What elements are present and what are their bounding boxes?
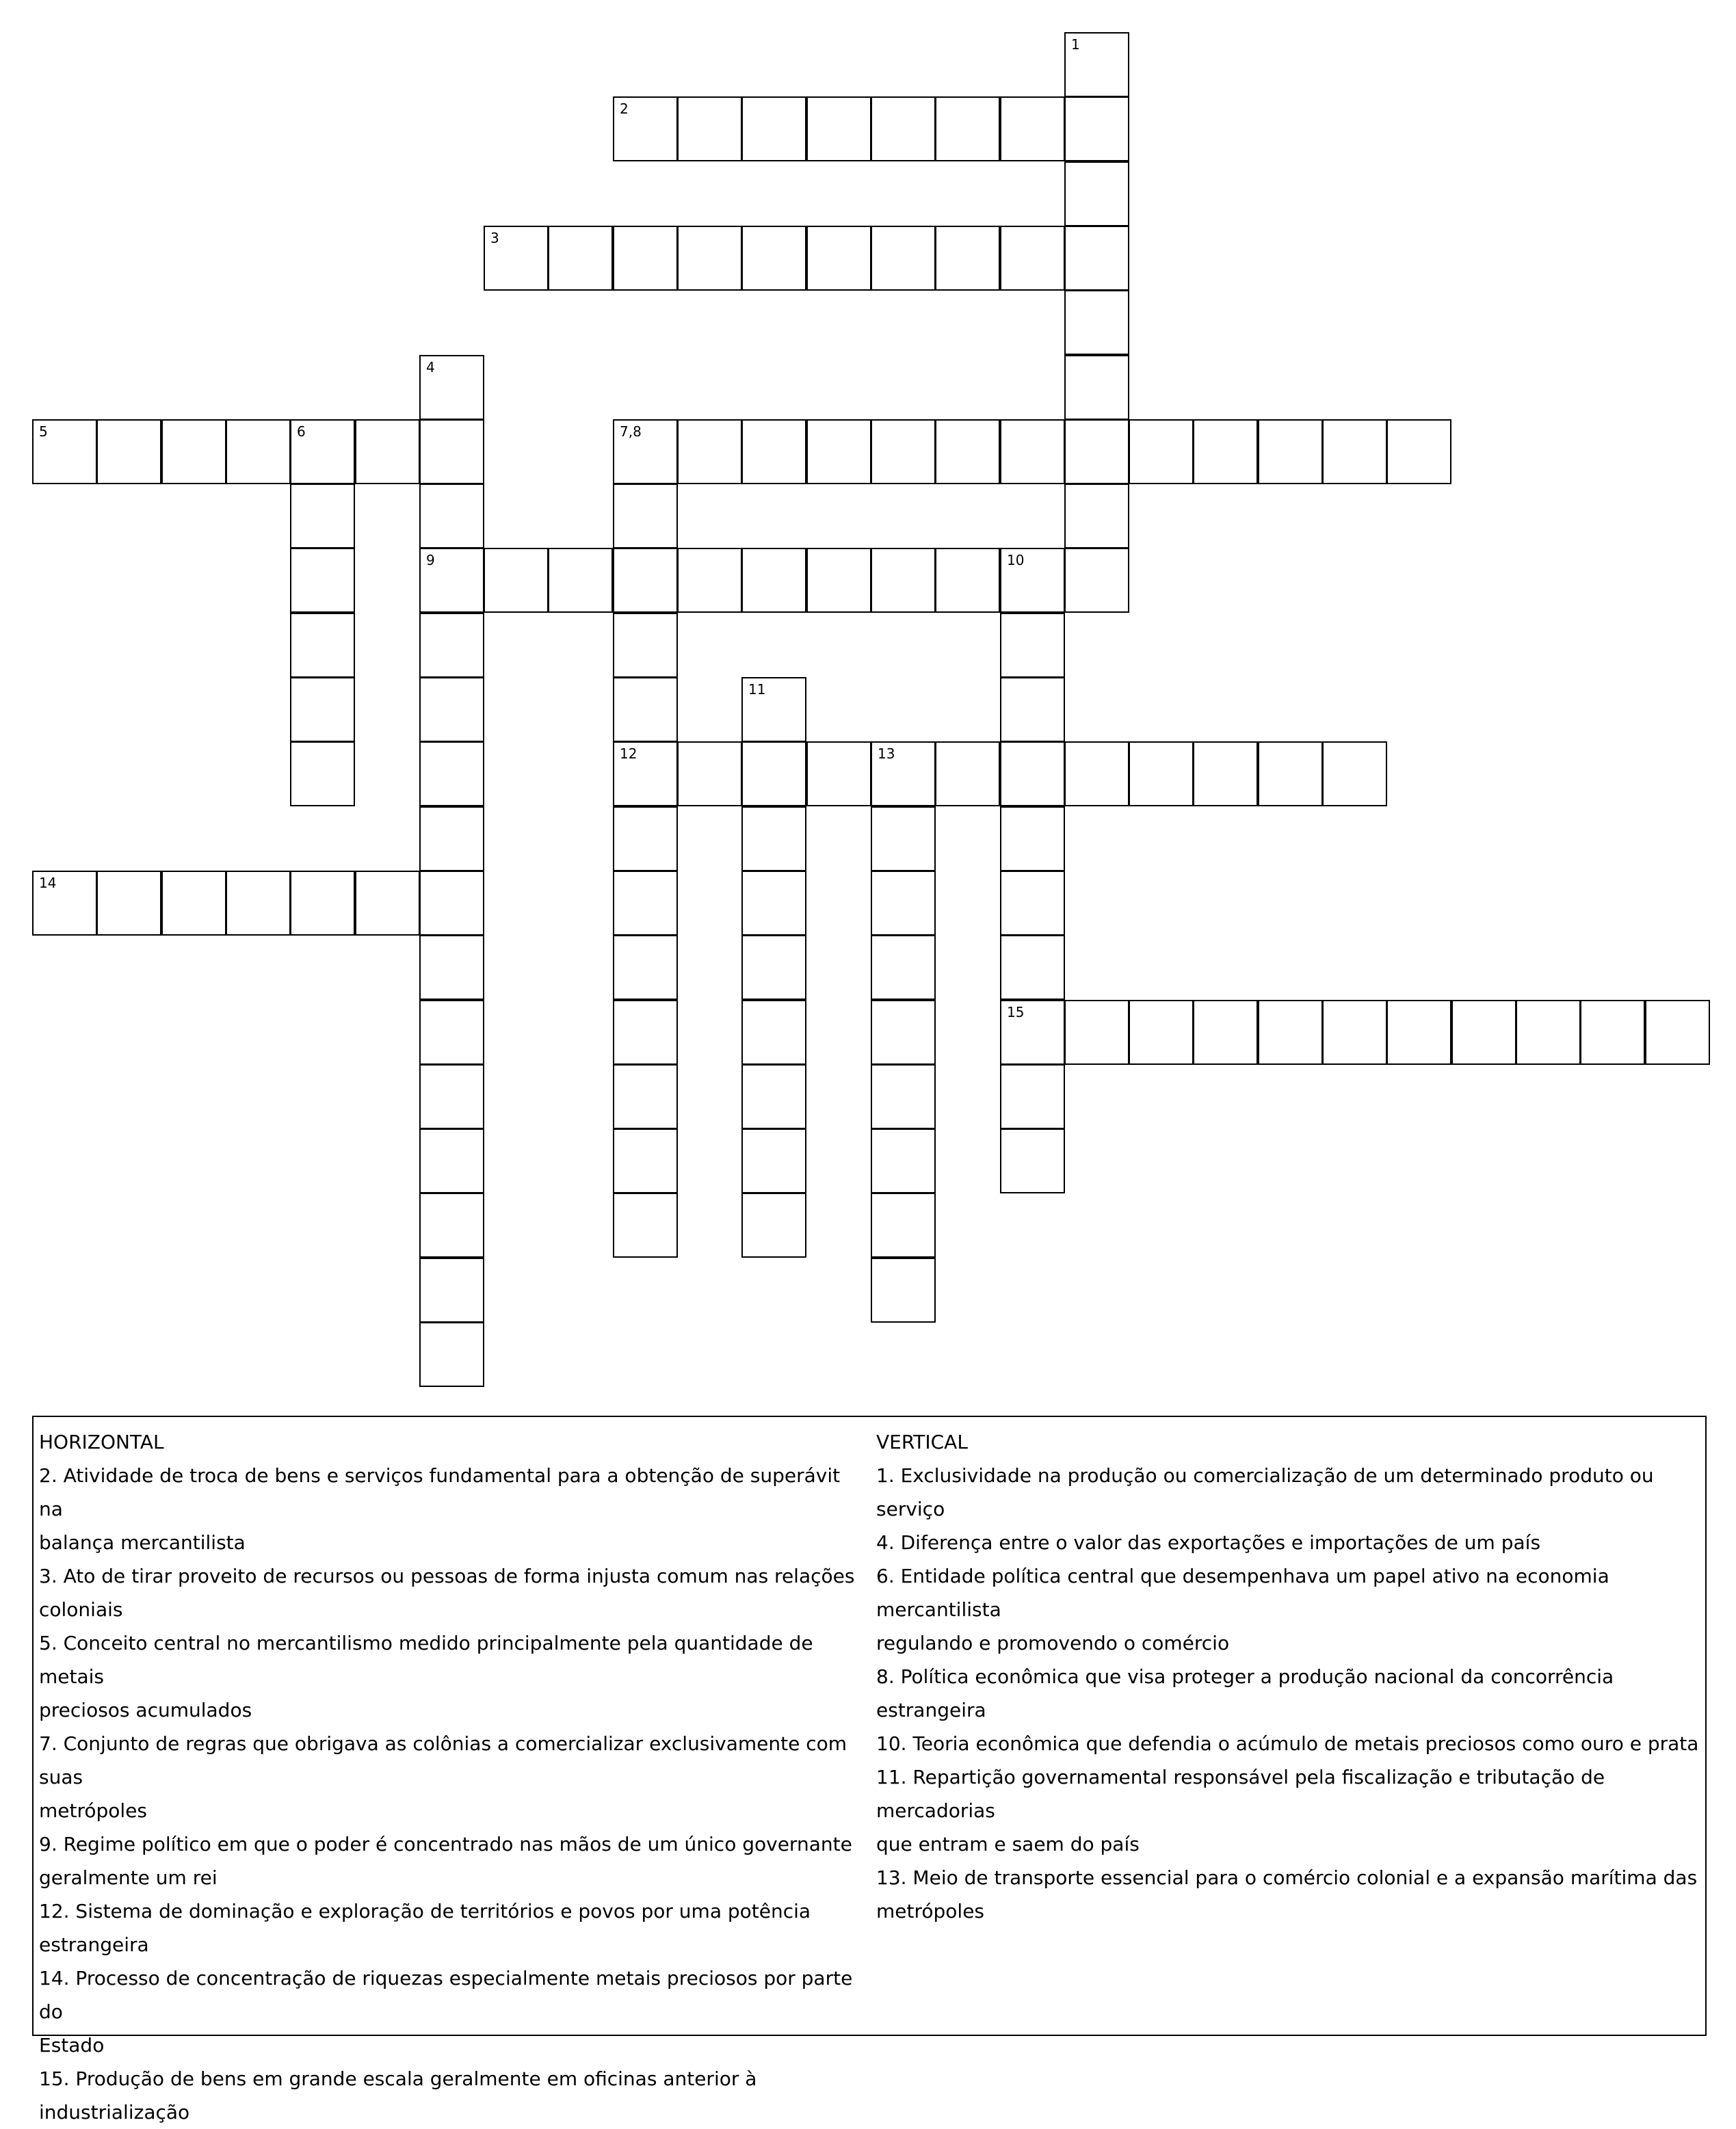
grid-cell[interactable] — [613, 613, 678, 678]
grid-cell[interactable] — [741, 1193, 806, 1258]
grid-cell[interactable] — [806, 96, 871, 161]
grid-cell[interactable] — [677, 548, 742, 613]
clue-line: regulando e promovendo o comércio — [876, 1632, 1230, 1654]
horizontal-heading: HORIZONTAL — [39, 1431, 164, 1453]
clue-line: 7. Conjunto de regras que obrigava as colônias a comercializar exclusivamente com suas — [39, 1732, 847, 1788]
grid-cell[interactable] — [548, 226, 613, 291]
grid-cell[interactable] — [741, 677, 806, 742]
grid-cell[interactable] — [1000, 1064, 1065, 1129]
grid-cell[interactable] — [1000, 935, 1065, 1000]
grid-cell[interactable] — [613, 935, 678, 1000]
clue-line: estrangeira — [39, 1933, 149, 1956]
grid-cell[interactable] — [1193, 1000, 1258, 1065]
clue-line: 10. Teoria econômica que defendia o acúmulo de metais preciosos como ouro e prata — [876, 1732, 1699, 1755]
grid-cell[interactable] — [290, 741, 355, 806]
grid-cell[interactable] — [935, 226, 1000, 291]
grid-cell[interactable] — [613, 806, 678, 871]
grid-cell[interactable] — [419, 1322, 484, 1387]
grid-cell[interactable] — [1064, 32, 1129, 97]
grid-cell[interactable] — [677, 419, 742, 484]
grid-cell[interactable] — [290, 871, 355, 936]
grid-cell[interactable] — [290, 548, 355, 613]
clue-number: 1 — [1071, 36, 1080, 53]
clue-line: 1. Exclusividade na produção ou comercialização de um determinado produto ou serviço — [876, 1464, 1654, 1520]
grid-cell[interactable] — [355, 871, 420, 936]
grid-cell[interactable] — [290, 419, 355, 484]
grid-cell[interactable] — [484, 226, 549, 291]
grid-cell[interactable] — [1064, 355, 1129, 420]
clue-line: 3. Ato de tirar proveito de recursos ou pessoas de forma injusta comum nas relações — [39, 1565, 855, 1587]
grid-cell[interactable] — [419, 1064, 484, 1129]
grid-cell[interactable] — [1064, 96, 1129, 161]
grid-cell[interactable] — [613, 1064, 678, 1129]
clues-box — [32, 1416, 1707, 2124]
clue-number: 4 — [426, 359, 435, 375]
grid-cell[interactable] — [1064, 741, 1129, 806]
grid-cell[interactable] — [419, 871, 484, 936]
grid-cell[interactable] — [1000, 871, 1065, 936]
grid-cell[interactable] — [1193, 419, 1258, 484]
clue-line: 2. Atividade de troca de bens e serviços fundamental para a obtenção de superávit na — [39, 1464, 841, 1520]
grid-cell[interactable] — [871, 871, 936, 936]
clue-number: 11 — [748, 681, 766, 698]
grid-cell[interactable] — [1451, 1000, 1516, 1065]
horizontal-clues-column — [39, 1425, 863, 2129]
grid-cell[interactable] — [32, 871, 97, 936]
grid-cell[interactable] — [871, 1258, 936, 1323]
grid-cell[interactable] — [1000, 96, 1065, 161]
grid-cell[interactable] — [1000, 1000, 1065, 1065]
clue-line: metrópoles — [876, 1900, 985, 1922]
clue-line: que entram e saem do país — [876, 1833, 1140, 1855]
grid-cell[interactable] — [741, 935, 806, 1000]
clue-line: Estado — [39, 2034, 105, 2057]
grid-cell[interactable] — [741, 548, 806, 613]
clue-number: 6 — [297, 423, 306, 440]
grid-cell[interactable] — [613, 96, 678, 161]
grid-cell[interactable] — [1064, 1000, 1129, 1065]
grid-cell[interactable] — [290, 484, 355, 548]
grid-cell[interactable] — [741, 1064, 806, 1129]
grid-cell[interactable] — [419, 1258, 484, 1323]
grid-cell[interactable] — [419, 1193, 484, 1258]
clue-line: 9. Regime político em que o poder é concentrado nas mãos de um único governante — [39, 1833, 852, 1855]
grid-cell[interactable] — [419, 355, 484, 420]
clue-line: 6. Entidade política central que desempenhava um papel ativo na economia mercantilista — [876, 1565, 1609, 1621]
grid-cell[interactable] — [1322, 741, 1387, 806]
grid-cell[interactable] — [741, 1128, 806, 1193]
grid-cell[interactable] — [419, 1000, 484, 1065]
clue-line: 14. Processo de concentração de riquezas especialmente metais preciosos por parte do — [39, 1967, 853, 2023]
grid-cell[interactable] — [613, 1128, 678, 1193]
grid-cell[interactable] — [484, 548, 549, 613]
clue-line: geralmente um rei — [39, 1866, 218, 1889]
grid-cell[interactable] — [806, 548, 871, 613]
grid-cell[interactable] — [871, 806, 936, 871]
grid-cell[interactable] — [419, 741, 484, 806]
grid-cell[interactable] — [419, 935, 484, 1000]
grid-cell[interactable] — [677, 96, 742, 161]
grid-cell[interactable] — [1064, 290, 1129, 355]
grid-cell[interactable] — [1000, 677, 1065, 742]
clue-line: metrópoles — [39, 1799, 148, 1822]
grid-cell[interactable] — [1129, 419, 1194, 484]
clue-number: 7,8 — [620, 423, 642, 440]
grid-cell[interactable] — [613, 741, 678, 806]
grid-cell[interactable] — [1322, 419, 1387, 484]
grid-cell[interactable] — [741, 741, 806, 806]
grid-cell[interactable] — [871, 741, 936, 806]
grid-cell[interactable] — [96, 419, 161, 484]
grid-cell[interactable] — [613, 871, 678, 936]
grid-cell[interactable] — [741, 1000, 806, 1065]
grid-cell[interactable] — [871, 419, 936, 484]
grid-cell[interactable] — [935, 741, 1000, 806]
grid-cell[interactable] — [290, 613, 355, 678]
grid-cell[interactable] — [1580, 1000, 1645, 1065]
grid-cell[interactable] — [871, 548, 936, 613]
grid-cell[interactable] — [871, 1193, 936, 1258]
grid-cell[interactable] — [1129, 741, 1194, 806]
grid-cell[interactable] — [871, 1064, 936, 1129]
vertical-heading: VERTICAL — [876, 1431, 968, 1453]
grid-cell[interactable] — [935, 96, 1000, 161]
grid-cell[interactable] — [613, 1193, 678, 1258]
grid-cell[interactable] — [32, 419, 97, 484]
grid-cell[interactable] — [1129, 1000, 1194, 1065]
grid-cell[interactable] — [677, 226, 742, 291]
grid-cell[interactable] — [226, 419, 291, 484]
grid-cell[interactable] — [741, 871, 806, 936]
grid-cell[interactable] — [1064, 226, 1129, 291]
clue-line: balança mercantilista — [39, 1531, 246, 1554]
grid-cell[interactable] — [1258, 419, 1323, 484]
grid-cell[interactable] — [161, 871, 226, 936]
grid-cell[interactable] — [1386, 1000, 1451, 1065]
grid-cell[interactable] — [806, 419, 871, 484]
grid-cell[interactable] — [1064, 161, 1129, 226]
grid-cell[interactable] — [1000, 613, 1065, 678]
grid-cell[interactable] — [1000, 548, 1065, 613]
clue-line: preciosos acumulados — [39, 1699, 252, 1721]
clue-number: 2 — [620, 101, 629, 117]
grid-cell[interactable] — [871, 226, 936, 291]
grid-cell[interactable] — [1000, 741, 1065, 806]
grid-cell[interactable] — [1258, 741, 1323, 806]
clue-line: 8. Política econômica que visa proteger a produção nacional da concorrência estrangeira — [876, 1665, 1614, 1721]
grid-cell[interactable] — [613, 419, 678, 484]
grid-cell[interactable] — [419, 419, 484, 484]
grid-cell[interactable] — [419, 484, 484, 548]
grid-cell[interactable] — [1258, 1000, 1323, 1065]
grid-cell[interactable] — [1000, 419, 1065, 484]
grid-cell[interactable] — [161, 419, 226, 484]
clue-number: 5 — [39, 423, 48, 440]
grid-cell[interactable] — [419, 548, 484, 613]
clue-line: 13. Meio de transporte essencial para o comércio colonial e a expansão marítima das — [876, 1866, 1698, 1889]
clue-line: 4. Diferença entre o valor das exportações e importações de um país — [876, 1531, 1541, 1554]
clue-line: industrialização — [39, 2101, 190, 2124]
grid-cell[interactable] — [226, 871, 291, 936]
clue-number: 15 — [1007, 1004, 1025, 1020]
grid-cell[interactable] — [1000, 1128, 1065, 1193]
grid-cell[interactable] — [96, 871, 161, 936]
grid-cell[interactable] — [613, 484, 678, 548]
grid-cell[interactable] — [290, 677, 355, 742]
grid-cell[interactable] — [1645, 1000, 1710, 1065]
grid-cell[interactable] — [741, 226, 806, 291]
grid-cell[interactable] — [1000, 806, 1065, 871]
grid-cell[interactable] — [935, 548, 1000, 613]
grid-cell[interactable] — [871, 935, 936, 1000]
grid-cell[interactable] — [1193, 741, 1258, 806]
vertical-clues-column — [876, 1425, 1700, 1928]
grid-cell[interactable] — [806, 226, 871, 291]
grid-cell[interactable] — [419, 613, 484, 678]
grid-cell[interactable] — [1000, 226, 1065, 291]
clue-number: 9 — [426, 552, 435, 568]
grid-cell[interactable] — [548, 548, 613, 613]
grid-cell[interactable] — [419, 806, 484, 871]
grid-cell[interactable] — [871, 96, 936, 161]
clue-number: 3 — [490, 230, 499, 246]
clue-number: 14 — [39, 875, 57, 891]
grid-cell[interactable] — [613, 226, 678, 291]
grid-cell[interactable] — [741, 96, 806, 161]
grid-cell[interactable] — [677, 741, 742, 806]
grid-cell[interactable] — [741, 806, 806, 871]
grid-cell[interactable] — [1386, 419, 1451, 484]
grid-cell[interactable] — [935, 419, 1000, 484]
clue-line: 12. Sistema de dominação e exploração de territórios e povos por uma potência — [39, 1900, 811, 1922]
grid-cell[interactable] — [871, 1128, 936, 1193]
grid-cell[interactable] — [1516, 1000, 1581, 1065]
grid-cell[interactable] — [419, 677, 484, 742]
clue-number: 12 — [620, 745, 637, 762]
grid-cell[interactable] — [419, 1128, 484, 1193]
clue-number: 13 — [878, 745, 895, 762]
grid-cell[interactable] — [355, 419, 420, 484]
grid-cell[interactable] — [871, 1000, 936, 1065]
clue-line: 11. Repartição governamental responsável pela fiscalização e tributação de mercadorias — [876, 1766, 1605, 1822]
clue-number: 10 — [1007, 552, 1025, 568]
grid-cell[interactable] — [613, 677, 678, 742]
grid-cell[interactable] — [1064, 484, 1129, 548]
grid-cell[interactable] — [1064, 419, 1129, 484]
grid-cell[interactable] — [741, 419, 806, 484]
grid-cell[interactable] — [806, 741, 871, 806]
grid-cell[interactable] — [1322, 1000, 1387, 1065]
clue-line: coloniais — [39, 1598, 123, 1621]
grid-cell[interactable] — [613, 1000, 678, 1065]
clue-line: 15. Produção de bens em grande escala geralmente em oficinas anterior à — [39, 2067, 757, 2090]
clue-line: 5. Conceito central no mercantilismo medido principalmente pela quantidade de metais — [39, 1632, 813, 1688]
grid-cell[interactable] — [613, 548, 678, 613]
grid-cell[interactable] — [1064, 548, 1129, 613]
